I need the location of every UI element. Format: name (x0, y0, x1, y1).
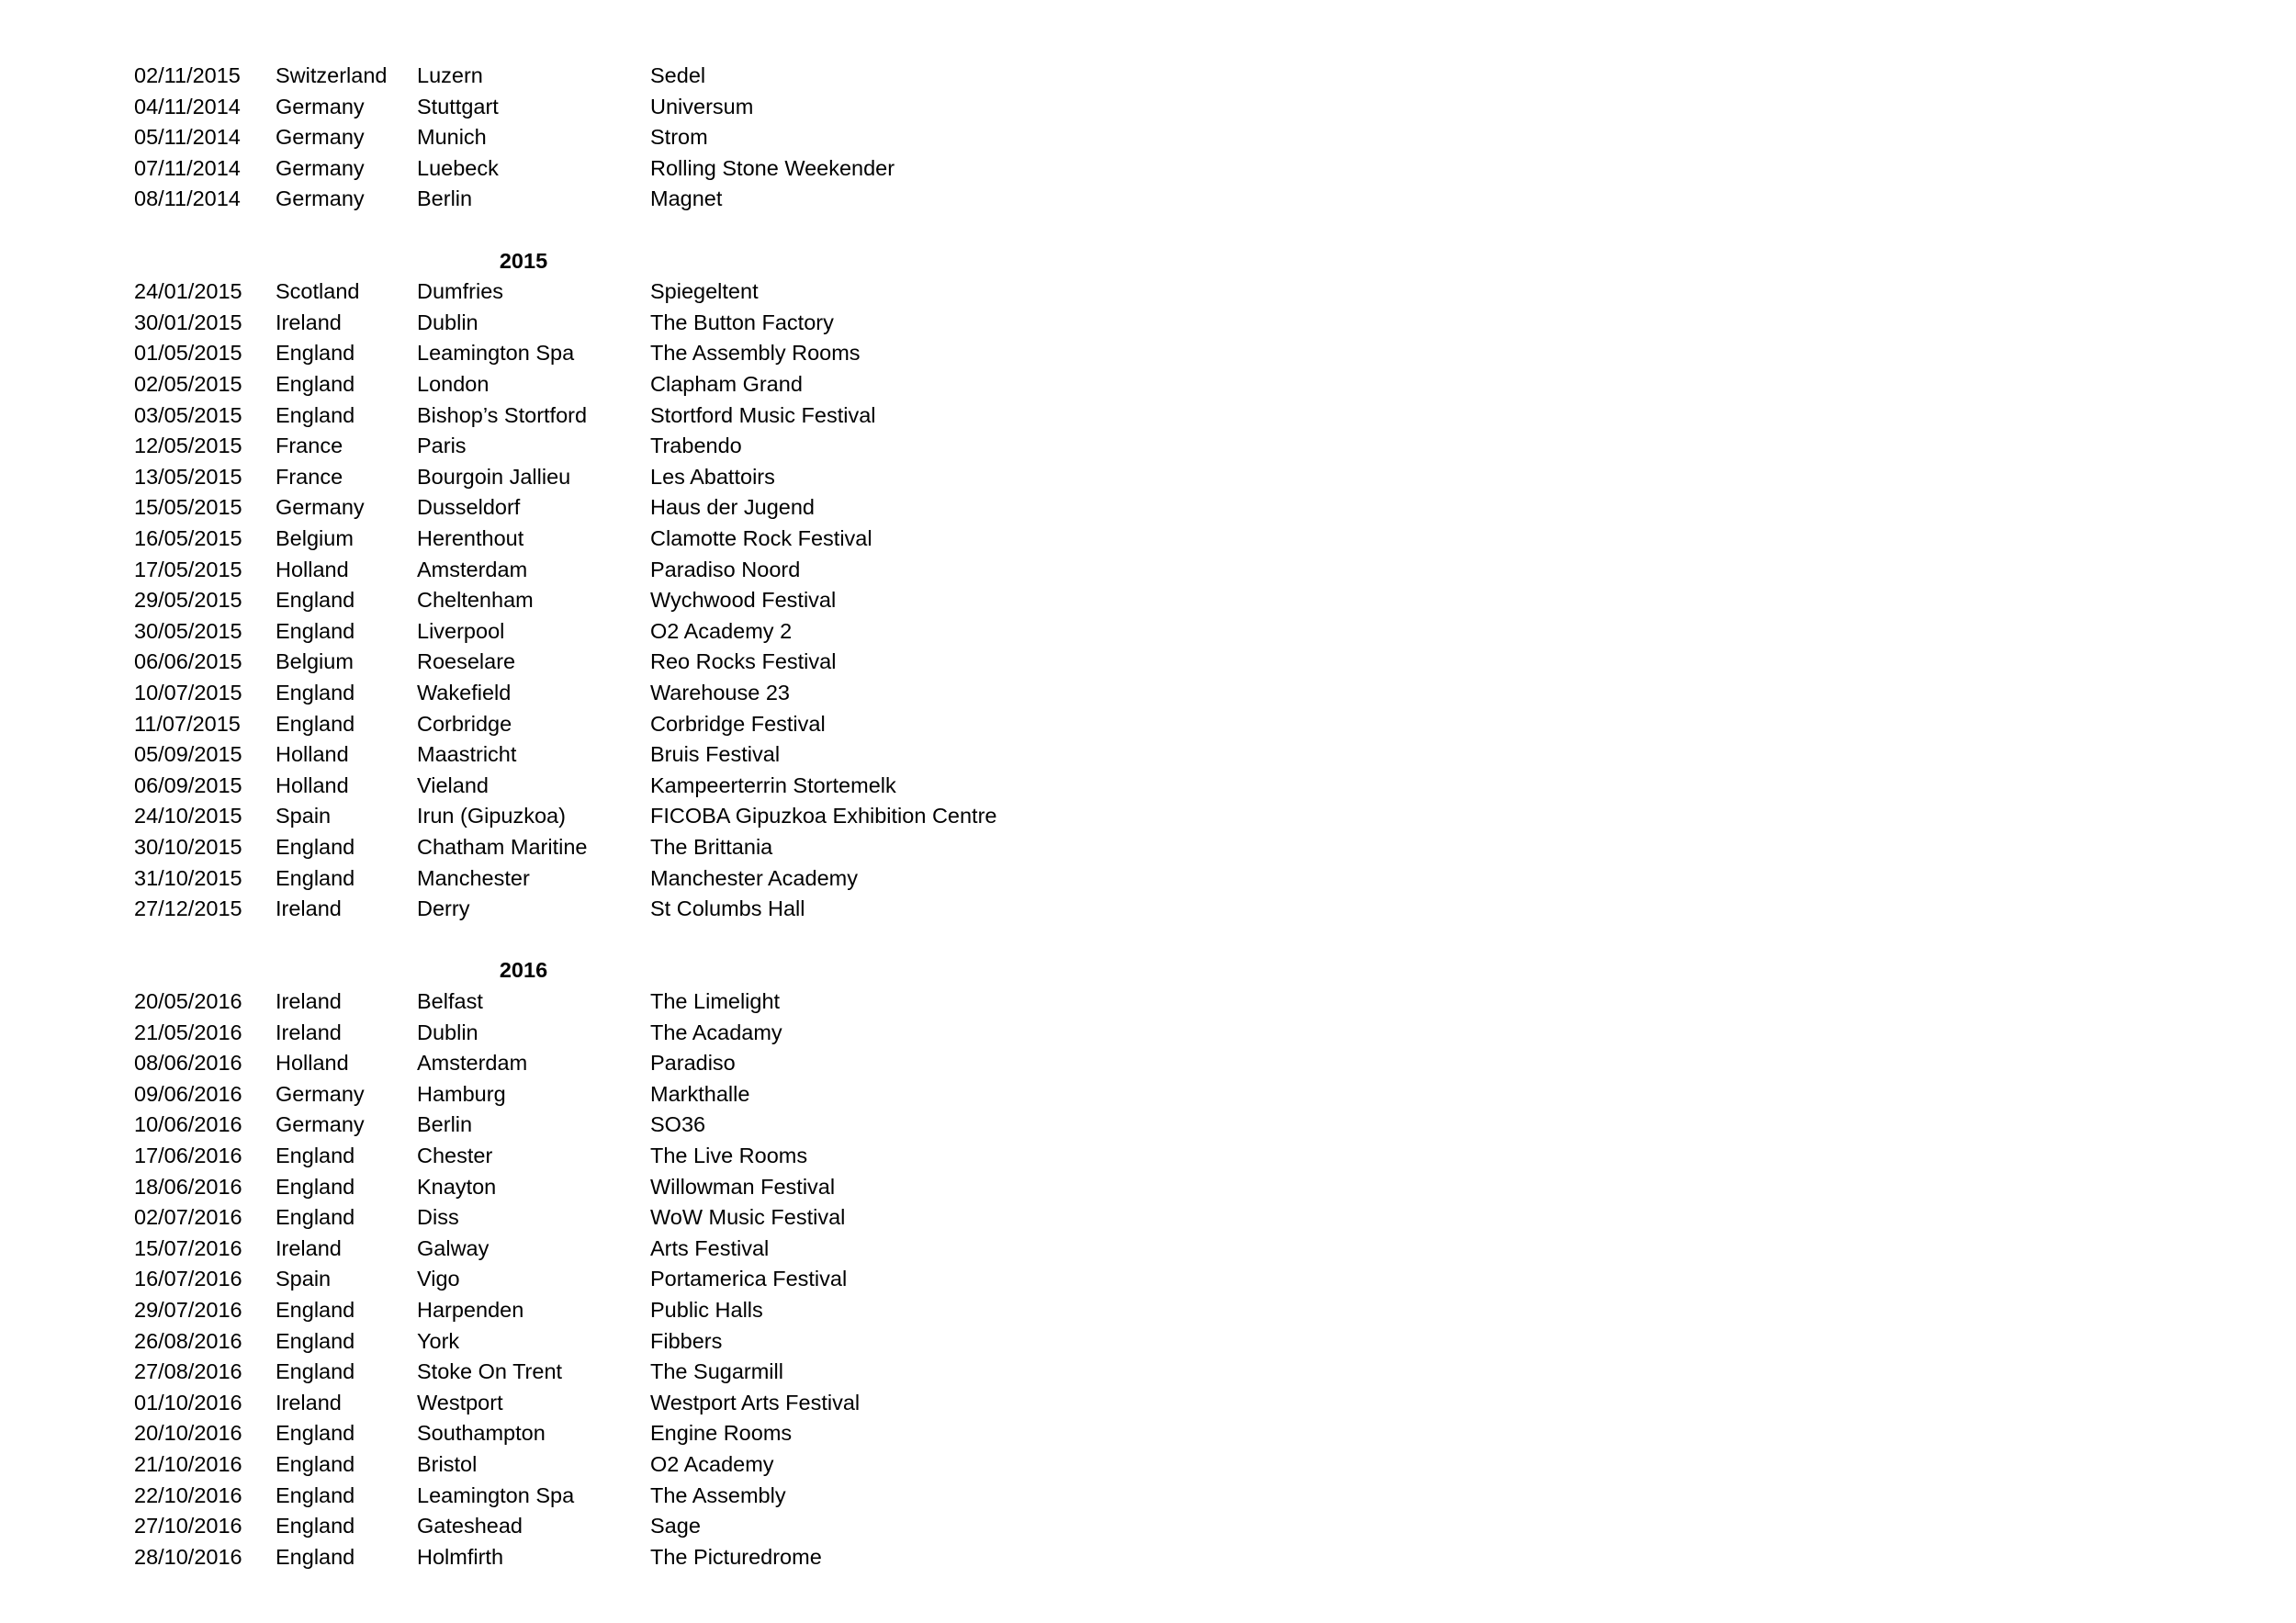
year-heading: 2015 (499, 248, 548, 273)
tour-date: 01/05/2015 (134, 341, 242, 366)
tour-venue: The Brittania (650, 835, 773, 859)
tour-country: France (276, 464, 343, 489)
tour-city: Derry (417, 896, 470, 921)
tour-venue: SO36 (650, 1112, 706, 1137)
tour-country: England (276, 1359, 355, 1384)
tour-city: Gateshead (417, 1514, 523, 1538)
tour-city: Berlin (417, 186, 473, 211)
tour-date-row (0, 1048, 1286, 1079)
tour-city: Berlin (417, 1112, 473, 1137)
tour-date-row (0, 986, 1286, 1018)
tour-venue: The Picturedrome (650, 1544, 822, 1569)
tour-venue: Universum (650, 94, 754, 118)
year-heading: 2016 (499, 958, 548, 983)
tour-date: 30/10/2015 (134, 835, 242, 859)
tour-country: England (276, 1298, 355, 1322)
tour-venue: Trabendo (650, 434, 742, 458)
tour-date-row (0, 153, 1286, 185)
tour-city: Southampton (417, 1421, 546, 1446)
tour-date: 08/06/2016 (134, 1051, 242, 1076)
tour-date-row (0, 1018, 1286, 1049)
tour-venue: Arts Festival (650, 1235, 770, 1260)
tour-date: 11/07/2015 (134, 711, 241, 736)
tour-country: England (276, 1482, 355, 1507)
tour-date-row (0, 276, 1286, 308)
tour-date-row (0, 1295, 1286, 1326)
tour-date: 30/05/2015 (134, 618, 242, 643)
tour-venue: Paradiso Noord (650, 557, 801, 581)
tour-country: Ireland (276, 310, 342, 334)
tour-date-row (0, 1326, 1286, 1358)
tour-date: 03/05/2015 (134, 402, 242, 427)
tour-date: 06/09/2015 (134, 772, 242, 797)
tour-date: 08/11/2014 (134, 186, 241, 211)
tour-date: 29/05/2015 (134, 588, 242, 613)
tour-date-row (0, 616, 1286, 648)
tour-date: 09/06/2016 (134, 1081, 242, 1106)
tour-venue: Corbridge Festival (650, 711, 826, 736)
tour-date-row (0, 492, 1286, 524)
tour-date-row (0, 771, 1286, 802)
tour-city: Dublin (417, 1020, 478, 1044)
tour-date: 01/10/2016 (134, 1390, 242, 1414)
tour-venue: Manchester Academy (650, 865, 858, 890)
tour-date-row (0, 92, 1286, 123)
tour-city: Chatham Maritine (417, 835, 588, 859)
tour-city: Stoke On Trent (417, 1359, 563, 1384)
tour-country: Germany (276, 495, 365, 520)
tour-date: 22/10/2016 (134, 1482, 242, 1507)
tour-city: Holmfirth (417, 1544, 504, 1569)
tour-date: 17/05/2015 (134, 557, 242, 581)
tour-country: England (276, 1174, 355, 1199)
tour-country: England (276, 1205, 355, 1230)
tour-date: 02/05/2015 (134, 372, 242, 396)
tour-venue: The Assembly Rooms (650, 341, 861, 366)
tour-city: Wakefield (417, 681, 512, 704)
tour-date: 28/10/2016 (134, 1544, 242, 1569)
tour-date: 05/09/2015 (134, 742, 242, 767)
tour-date-row (0, 709, 1286, 740)
tour-date: 24/10/2015 (134, 804, 242, 828)
tour-city: Harpenden (417, 1298, 524, 1322)
tour-date: 21/05/2016 (134, 1020, 242, 1044)
tour-country: Holland (276, 742, 349, 767)
tour-date-row (0, 184, 1286, 215)
tour-date-row (0, 1202, 1286, 1234)
tour-country: Spain (276, 1267, 332, 1291)
tour-date-row (0, 1141, 1286, 1172)
tour-date-row (0, 400, 1286, 432)
tour-date-row (0, 308, 1286, 339)
tour-date: 26/08/2016 (134, 1328, 242, 1353)
tour-city: Liverpool (417, 618, 505, 643)
tour-date-row (0, 647, 1286, 678)
tour-city: Vigo (417, 1267, 460, 1291)
tour-venue: Portamerica Festival (650, 1267, 848, 1291)
tour-city: Herenthout (417, 526, 524, 550)
tour-date-row (0, 369, 1286, 400)
tour-date: 27/10/2016 (134, 1514, 242, 1538)
tour-date-row (0, 1172, 1286, 1203)
tour-date: 05/11/2014 (134, 125, 241, 150)
tour-date: 24/01/2015 (134, 279, 242, 304)
tour-venue: Fibbers (650, 1328, 723, 1353)
tour-country: Germany (276, 94, 365, 118)
tour-venue: Reo Rocks Festival (650, 649, 837, 674)
tour-venue: The Sugarmill (650, 1359, 783, 1384)
tour-country: England (276, 341, 355, 366)
tour-city: Luzern (417, 63, 483, 87)
tour-date: 16/07/2016 (134, 1267, 242, 1291)
tour-city: Belfast (417, 989, 483, 1013)
tour-country: Switzerland (276, 63, 388, 87)
tour-city: York (417, 1328, 460, 1353)
tour-venue: Haus der Jugend (650, 495, 815, 520)
tour-country: England (276, 402, 355, 427)
tour-date-row (0, 1542, 1286, 1573)
tour-country: Germany (276, 1081, 365, 1106)
tour-date: 15/05/2015 (134, 495, 242, 520)
tour-country: England (276, 1452, 355, 1476)
tour-venue: Strom (650, 125, 708, 150)
tour-city: Amsterdam (417, 557, 528, 581)
tour-venue: Public Halls (650, 1298, 763, 1322)
tour-date: 31/10/2015 (134, 865, 242, 890)
tour-country: Germany (276, 125, 365, 150)
tour-venue: Sage (650, 1514, 701, 1538)
tour-venue: The Assembly (650, 1482, 786, 1507)
tour-venue: Markthalle (650, 1081, 750, 1106)
tour-venue: WoW Music Festival (650, 1205, 846, 1230)
tour-date-row (0, 1357, 1286, 1388)
tour-date: 21/10/2016 (134, 1452, 242, 1476)
tour-venue: Clamotte Rock Festival (650, 526, 872, 550)
tour-city: Chester (417, 1144, 493, 1167)
tour-date-row (0, 1079, 1286, 1110)
tour-country: England (276, 1514, 355, 1538)
tour-date: 06/06/2015 (134, 649, 242, 674)
tour-date: 27/08/2016 (134, 1359, 242, 1384)
tour-city: Paris (417, 434, 467, 458)
tour-country: France (276, 434, 343, 458)
tour-venue: The Limelight (650, 989, 781, 1013)
tour-date: 30/01/2015 (134, 310, 242, 334)
tour-city: Dusseldorf (417, 495, 521, 520)
tour-city: Hamburg (417, 1081, 506, 1106)
tour-date: 27/12/2015 (134, 896, 242, 921)
tour-date: 02/07/2016 (134, 1205, 242, 1230)
tour-country: England (276, 1144, 355, 1167)
tour-venue: Wychwood Festival (650, 588, 837, 613)
tour-date: 04/11/2014 (134, 94, 241, 118)
tour-venue: O2 Academy 2 (650, 618, 793, 643)
tour-city: Corbridge (417, 711, 512, 736)
tour-country: Scotland (276, 279, 360, 304)
tour-date: 12/05/2015 (134, 434, 242, 458)
tour-venue: Stortford Music Festival (650, 402, 876, 427)
tour-venue: Spiegeltent (650, 279, 759, 304)
tour-country: England (276, 1328, 355, 1353)
tour-venue: Paradiso (650, 1051, 736, 1076)
tour-venue: The Button Factory (650, 310, 834, 334)
tour-city: Dublin (417, 310, 478, 334)
tour-date-row (0, 585, 1286, 616)
tour-date: 29/07/2016 (134, 1298, 242, 1322)
tour-country: Germany (276, 1112, 365, 1137)
tour-city: Bristol (417, 1452, 478, 1476)
tour-venue: Engine Rooms (650, 1421, 793, 1446)
tour-city: Maastricht (417, 742, 517, 767)
tour-date-row (0, 894, 1286, 925)
tour-date-row (0, 61, 1286, 92)
tour-date-row (0, 1511, 1286, 1542)
tour-country: England (276, 835, 355, 859)
tour-country: England (276, 588, 355, 613)
tour-venue: Les Abattoirs (650, 464, 775, 489)
tour-country: Holland (276, 1051, 349, 1076)
tour-city: Leamington Spa (417, 341, 575, 366)
tour-venue: Kampeerterrin Stortemelk (650, 772, 896, 797)
tour-date: 17/06/2016 (134, 1144, 242, 1167)
tour-venue: The Acadamy (650, 1020, 782, 1044)
tour-city: Amsterdam (417, 1051, 528, 1076)
tour-country: England (276, 711, 355, 736)
tour-country: Ireland (276, 1235, 342, 1260)
tour-city: Stuttgart (417, 94, 499, 118)
tour-country: Ireland (276, 1390, 342, 1414)
tour-venue: St Columbs Hall (650, 896, 805, 921)
tour-country: England (276, 1544, 355, 1569)
tour-date-row (0, 832, 1286, 863)
tour-date-row (0, 1418, 1286, 1449)
tour-date-row (0, 863, 1286, 895)
tour-city: Munich (417, 125, 487, 150)
tour-country: Ireland (276, 896, 342, 921)
tour-country: England (276, 865, 355, 890)
tour-country: Germany (276, 155, 365, 180)
tour-date-row (0, 524, 1286, 555)
tour-country: Spain (276, 804, 332, 828)
tour-date-row (0, 1481, 1286, 1512)
tour-country: Holland (276, 772, 349, 797)
tour-city: Diss (417, 1205, 459, 1230)
tour-venue: Clapham Grand (650, 372, 803, 396)
tour-date: 10/06/2016 (134, 1112, 242, 1137)
tour-city: Manchester (417, 865, 530, 890)
tour-date-row (0, 555, 1286, 586)
tour-date-row (0, 1449, 1286, 1481)
tour-venue: Magnet (650, 186, 723, 211)
tour-city: Westport (417, 1390, 503, 1414)
tour-venue: Willowman Festival (650, 1174, 836, 1199)
tour-date: 13/05/2015 (134, 464, 242, 489)
tour-city: Bishop’s Stortford (417, 402, 588, 427)
tour-date-row (0, 462, 1286, 493)
tour-city: Cheltenham (417, 588, 534, 613)
tour-country: England (276, 1421, 355, 1446)
tour-country: Germany (276, 186, 365, 211)
tour-date-row (0, 122, 1286, 153)
tour-city: London (417, 372, 490, 396)
tour-venue: The Live Rooms (650, 1144, 808, 1167)
tour-city: Luebeck (417, 155, 499, 180)
tour-venue: Rolling Stone Weekender (650, 155, 895, 180)
tour-date: 20/10/2016 (134, 1421, 242, 1446)
tour-date-row (0, 1234, 1286, 1265)
tour-venue: Bruis Festival (650, 742, 781, 767)
tour-city: Knayton (417, 1174, 497, 1199)
tour-date: 15/07/2016 (134, 1235, 242, 1260)
tour-country: Belgium (276, 526, 354, 550)
tour-country: Holland (276, 557, 349, 581)
tour-venue: FICOBA Gipuzkoa Exhibition Centre (650, 804, 997, 828)
tour-city: Roeselare (417, 649, 516, 674)
tour-date-row (0, 1388, 1286, 1419)
tour-date-row (0, 431, 1286, 462)
tour-venue: Sedel (650, 63, 706, 87)
tour-date: 16/05/2015 (134, 526, 242, 550)
tour-city: Dumfries (417, 279, 504, 304)
tour-venue: Westport Arts Festival (650, 1390, 861, 1414)
tour-city: Vieland (417, 772, 489, 797)
tour-venue: O2 Academy (650, 1452, 774, 1476)
tour-date-row (0, 678, 1286, 709)
tour-date: 02/11/2015 (134, 63, 241, 87)
tour-country: England (276, 681, 355, 704)
tour-date-row (0, 1264, 1286, 1295)
tour-country: Belgium (276, 649, 354, 674)
tour-date: 07/11/2014 (134, 155, 241, 180)
tour-date: 18/06/2016 (134, 1174, 242, 1199)
tour-country: England (276, 618, 355, 643)
tour-date: 20/05/2016 (134, 989, 242, 1013)
tour-date-row (0, 739, 1286, 771)
tour-city: Irun (Gipuzkoa) (417, 804, 566, 828)
tour-city: Leamington Spa (417, 1482, 575, 1507)
tour-country: Ireland (276, 989, 342, 1013)
tour-date-row (0, 1110, 1286, 1141)
tour-city: Galway (417, 1235, 490, 1260)
tour-date-row (0, 801, 1286, 832)
tour-country: Ireland (276, 1020, 342, 1044)
tour-venue: Warehouse 23 (650, 681, 790, 704)
tour-date: 10/07/2015 (134, 681, 242, 704)
tour-city: Bourgoin Jallieu (417, 464, 571, 489)
tour-date-row (0, 338, 1286, 369)
tour-country: England (276, 372, 355, 396)
